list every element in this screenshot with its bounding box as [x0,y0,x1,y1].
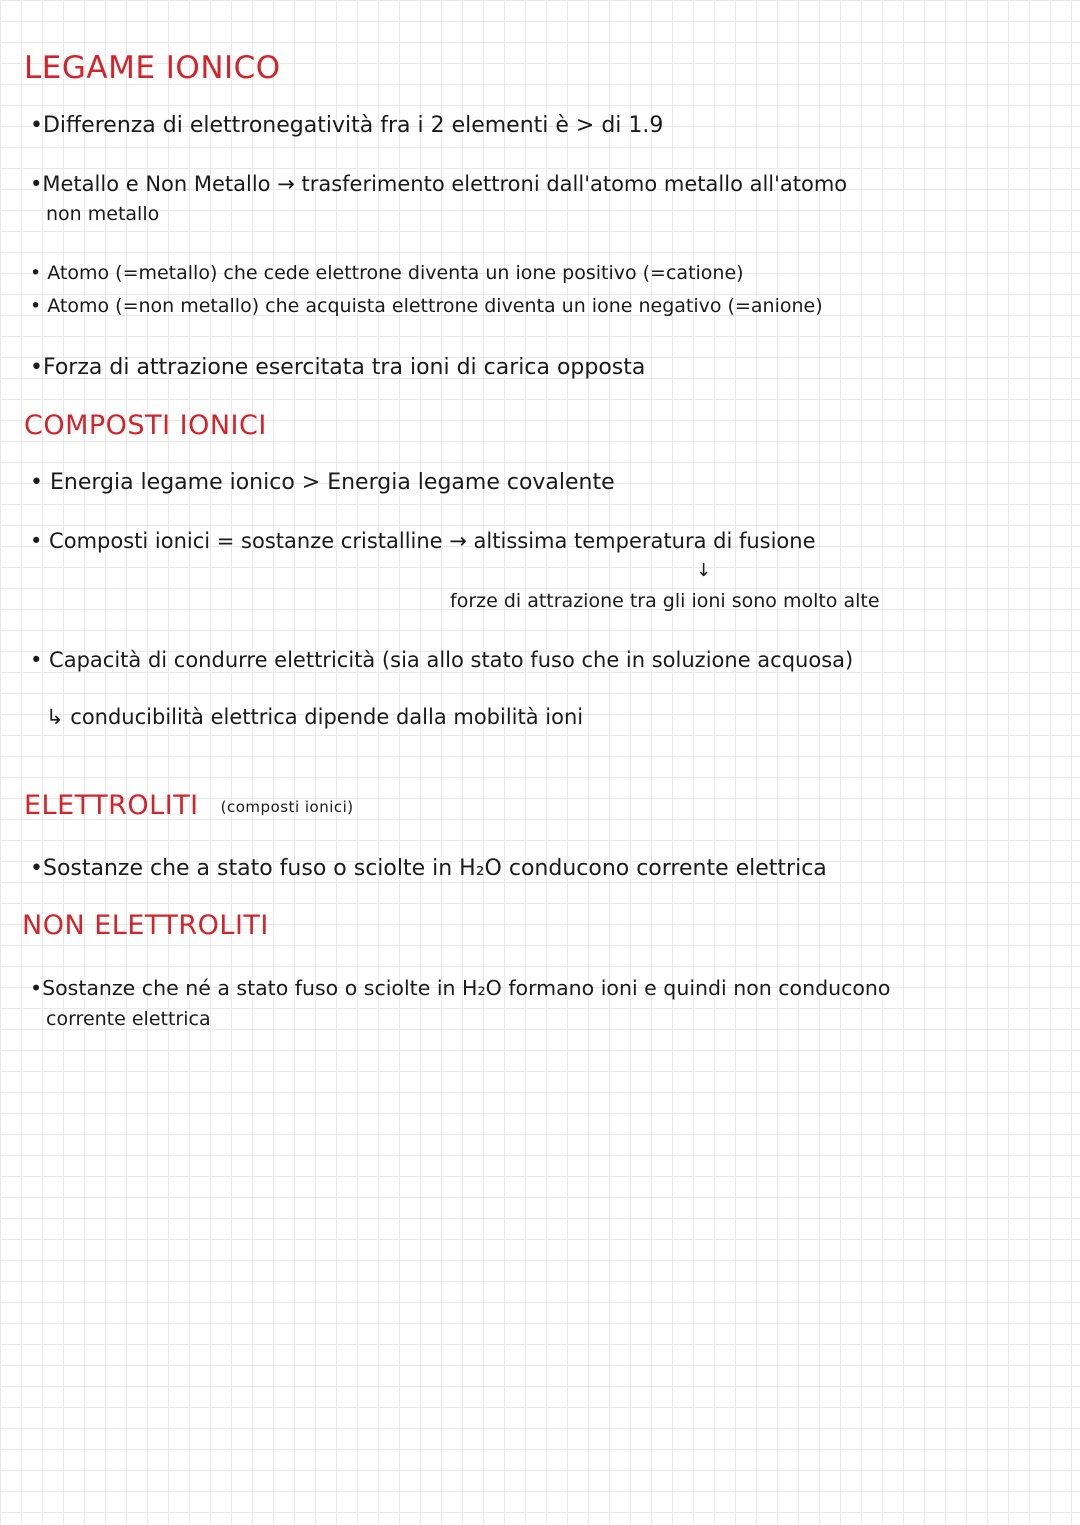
note-line: • Capacità di condurre elettricità (sia allo stato fuso che in soluzione acquosa) [30,648,854,672]
note-line: •Differenza di elettronegatività fra i 2 elementi è > di 1.9 [30,113,664,138]
note-line: • Composti ionici = sostanze cristalline → altissima temperatura di fusione [30,529,816,553]
note-line: • Atomo (=non metallo) che acquista elettrone diventa un ione negativo (=anione) [30,295,823,317]
heading-legame-ionico: LEGAME IONICO [24,50,281,86]
note-line: •Metallo e Non Metallo → trasferimento elettroni dall'atomo metallo all'atomo [30,172,848,196]
note-line: •Sostanze che né a stato fuso o sciolte in H₂O formano ioni e quindi non conducono [30,976,891,1000]
note-line: ↳ conducibilità elettrica dipende dalla mobilità ioni [46,705,584,729]
note-line: forze di attrazione tra gli ioni sono molto alte [450,590,880,612]
heading-elettroliti [24,790,354,821]
note-line: •Sostanze che a stato fuso o sciolte in H₂O conducono corrente elettrica [30,856,827,881]
heading-non-elettroliti: NON ELETTROLITI [22,910,269,941]
note-line: •Forza di attrazione esercitata tra ioni di carica opposta [30,355,646,380]
note-line: • Energia legame ionico > Energia legame covalente [30,470,615,495]
elettroliti-note: (composti ionici) [220,797,354,816]
down-arrow-icon: ↓ [696,560,712,581]
elettroliti-title: ELETTROLITI [24,790,199,821]
note-line: non metallo [46,203,160,225]
heading-composti-ionici: COMPOSTI IONICI [24,410,267,441]
note-line: • Atomo (=metallo) che cede elettrone diventa un ione positivo (=catione) [30,262,744,284]
note-line: corrente elettrica [46,1008,211,1030]
